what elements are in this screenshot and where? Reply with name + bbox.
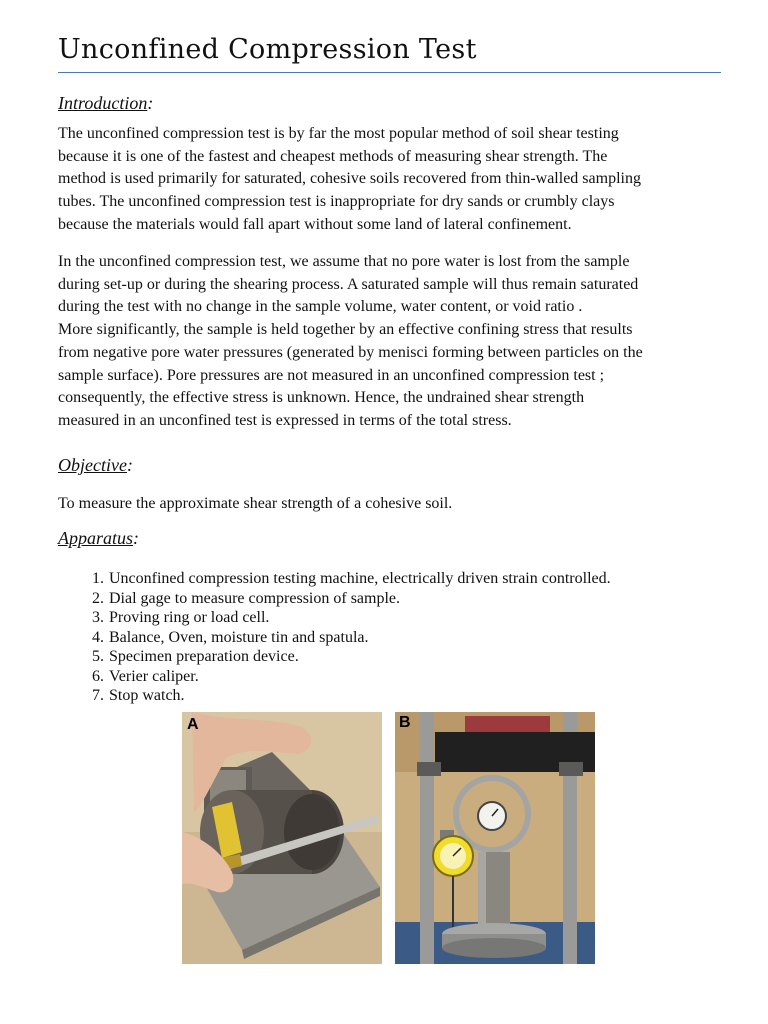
list-item <box>58 589 611 609</box>
objective-heading: Objective: <box>58 455 133 475</box>
photo-b-label: B <box>399 714 411 731</box>
apparatus-heading-text: Apparatus <box>58 528 134 548</box>
objective-paragraph <box>58 493 721 516</box>
text-line: because the materials would fall apart without some land of lateral confinement. <box>58 215 572 233</box>
list-text: Stop watch. <box>109 687 185 704</box>
text-line: during the test with no change in the sample volume, water content, or void ratio . <box>58 298 583 316</box>
text-line: from negative pore water pressures (generated by menisci forming between particles on the <box>58 343 643 361</box>
list-number: 4. <box>92 628 104 646</box>
list-number: 3. <box>92 609 104 626</box>
list-number: 5. <box>92 648 104 665</box>
text-line: because it is one of the fastest and cheapest methods of measuring shear strength. The <box>58 147 608 165</box>
text-line: consequently, the effective stress is unknown. Hence, the undrained shear strength <box>58 389 585 407</box>
text-line: method is used primarily for saturated, cohesive soils recovered from thin-walled sampling <box>58 170 641 188</box>
photo-a-image <box>182 712 382 964</box>
photo-b-image <box>395 712 595 964</box>
list-text: Proving ring or load cell. <box>109 609 270 626</box>
list-item <box>58 667 611 687</box>
text-line: More significantly, the sample is held together by an effective confining stress that results <box>58 321 633 339</box>
list-text: Specimen preparation device. <box>109 648 299 665</box>
list-text: Balance, Oven, moisture tin and spatula. <box>109 628 369 646</box>
list-item <box>58 569 611 589</box>
page-title: Unconfined Compression Test <box>58 34 477 65</box>
text-line: tubes. The unconfined compression test is inappropriate for dry sands or crumbly clays <box>58 193 615 211</box>
introduction-paragraph-2 <box>58 251 721 433</box>
photo-b-compression-machine <box>395 712 595 964</box>
list-number: 1. <box>92 570 104 587</box>
text-line: measured in an unconfined test is expressed in terms of the total stress. <box>58 411 512 429</box>
text-line: sample surface). Pore pressures are not measured in an unconfined compression test ; <box>58 366 605 384</box>
list-number: 7. <box>92 687 104 704</box>
list-number: 2. <box>92 589 104 607</box>
apparatus-heading: Apparatus: <box>58 528 140 548</box>
text-line: The unconfined compression test is by far the most popular method of soil shear testing <box>58 125 619 142</box>
objective-heading-text: Objective <box>58 455 127 475</box>
introduction-heading-text: Introduction <box>58 93 148 113</box>
list-text: Verier caliper. <box>109 667 199 685</box>
list-item <box>58 628 611 648</box>
title-underline-rule <box>58 72 721 73</box>
list-text: Unconfined compression testing machine, electrically driven strain controlled. <box>109 570 611 587</box>
photo-a-label: A <box>187 716 199 733</box>
text-line: To measure the approximate shear strength of a cohesive soil. <box>58 495 453 512</box>
introduction-heading: Introduction: <box>58 93 154 113</box>
apparatus-list <box>58 569 611 706</box>
list-item <box>58 647 611 667</box>
introduction-paragraph-1 <box>58 123 721 237</box>
list-item <box>58 608 611 628</box>
list-number: 6. <box>92 667 104 685</box>
list-item <box>58 686 611 706</box>
photo-a-specimen-preparation <box>182 712 382 964</box>
text-line: In the unconfined compression test, we assume that no pore water is lost from the sample <box>58 253 630 270</box>
text-line: during set-up or during the shearing process. A saturated sample will thus remain saturated <box>58 275 639 293</box>
list-text: Dial gage to measure compression of sample. <box>109 589 401 607</box>
